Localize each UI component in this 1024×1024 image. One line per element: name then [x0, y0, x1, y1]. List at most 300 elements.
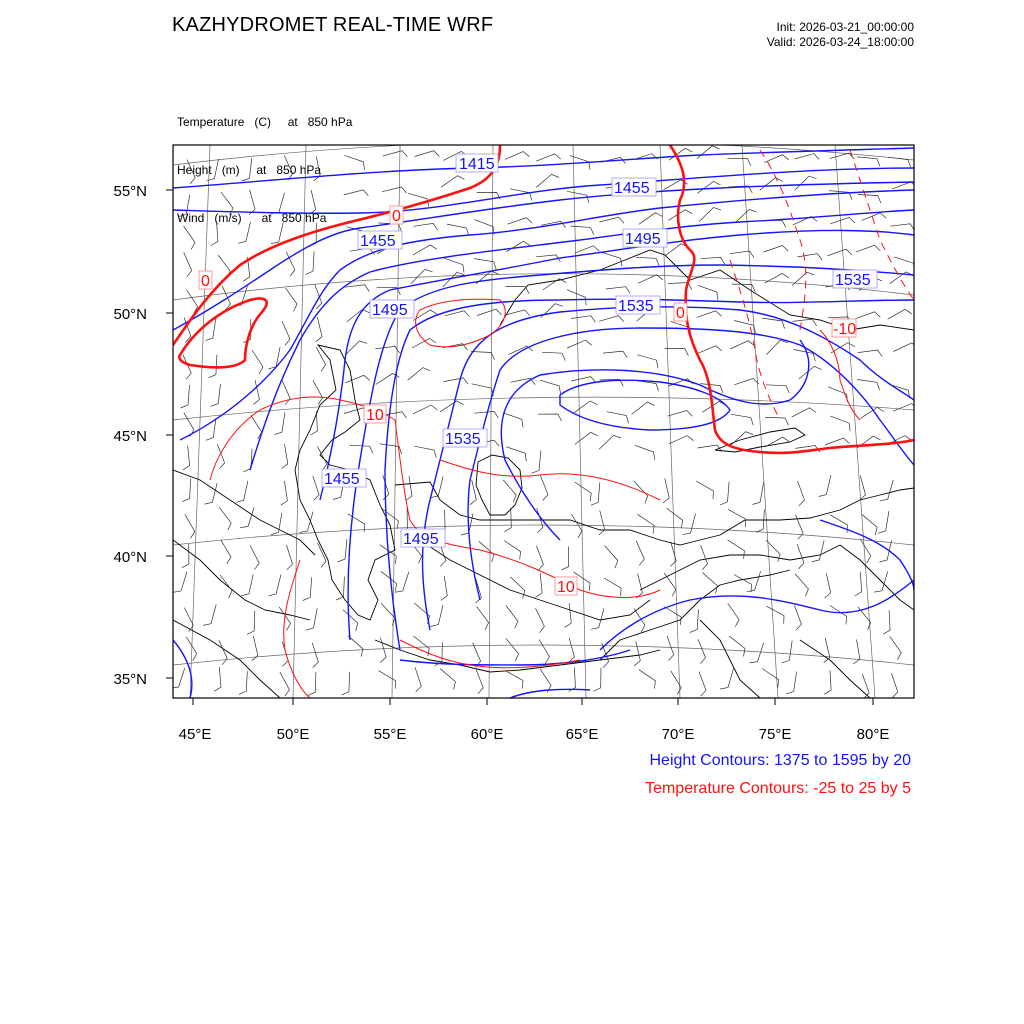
wind-barb	[203, 604, 216, 625]
height-contour-legend: Height Contours: 1375 to 1595 by 20	[649, 752, 911, 769]
wind-barb	[636, 541, 644, 566]
wind-barb	[271, 513, 282, 535]
wind-barb	[241, 574, 253, 596]
wind-barb	[184, 252, 192, 276]
wind-barb	[395, 572, 409, 592]
height-label-1455-caspian	[322, 469, 366, 488]
wind-barb	[313, 380, 323, 404]
wind-barb	[268, 575, 281, 596]
wind-barb	[571, 316, 595, 323]
wind-barb	[506, 638, 519, 661]
height-label-1455-west	[358, 231, 402, 250]
height-label-1495-south	[401, 529, 445, 548]
wind-barb	[187, 290, 198, 314]
wind-barb	[854, 639, 860, 664]
wind-barb	[765, 417, 788, 425]
temp-label-0-east	[674, 303, 687, 322]
wind-barb	[310, 190, 316, 215]
wind-barb	[855, 572, 862, 596]
wind-barb	[345, 375, 370, 383]
wind-barb	[221, 540, 231, 564]
wind-barb	[561, 547, 568, 571]
wind-barb	[890, 636, 902, 659]
wind-barb	[540, 669, 551, 693]
wind-barb	[571, 377, 596, 383]
wind-barb	[857, 380, 879, 390]
wind-barb	[505, 152, 530, 160]
lon-label-45e: 45°E	[178, 726, 212, 743]
wind-barb	[444, 258, 464, 273]
wind-barb	[663, 478, 669, 503]
wind-barb	[730, 251, 754, 258]
wind-barb	[240, 507, 254, 527]
wind-barb	[894, 257, 914, 271]
russia-kazakhstan-border	[500, 250, 914, 330]
temp-label-10-west	[364, 405, 386, 424]
lat-label-45n: 45°N	[113, 428, 147, 445]
wind-barb	[406, 476, 413, 500]
field-wind: Wind (m/s) at 850 hPa	[177, 211, 327, 225]
wind-barb	[344, 155, 364, 169]
svg-text:1455: 1455	[324, 471, 360, 488]
wind-barb	[511, 577, 525, 599]
wind-barb	[447, 224, 469, 236]
wind-barb	[506, 671, 523, 689]
wind-barb	[599, 217, 624, 223]
wind-barb	[378, 671, 395, 689]
wind-barb	[669, 436, 694, 444]
wind-barb	[574, 401, 597, 413]
lon-label-80e: 80°E	[856, 726, 890, 743]
wind-barb	[542, 352, 565, 360]
height-label-1535-east	[833, 270, 877, 289]
height-contour-5	[250, 210, 914, 470]
wind-barb	[857, 157, 880, 166]
wind-barb	[731, 414, 753, 425]
wind-barb	[477, 607, 489, 630]
wind-barb	[400, 508, 407, 532]
meridian-75e	[742, 145, 778, 698]
wind-barb	[858, 194, 881, 203]
pakistan-border	[700, 620, 760, 698]
wind-barb	[828, 387, 847, 402]
wind-barb	[247, 611, 255, 635]
wind-barb	[251, 415, 262, 439]
wind-barb	[756, 509, 765, 532]
wind-barb	[734, 575, 752, 593]
wind-barb	[239, 671, 247, 694]
lon-label-65e: 65°E	[565, 726, 599, 743]
wind-barb	[473, 643, 481, 668]
wind-barb	[830, 217, 855, 223]
wind-barb	[413, 223, 437, 230]
height-contour-8	[385, 299, 914, 650]
wind-barb	[569, 638, 575, 663]
wind-barb	[541, 304, 563, 318]
lon-labels	[179, 726, 890, 743]
wind-barb	[286, 288, 298, 311]
wind-barb	[638, 514, 655, 533]
wind-barb	[281, 444, 287, 469]
wind-barb	[345, 285, 369, 292]
height-label-1535-west	[443, 429, 487, 448]
wind-barb	[605, 546, 618, 569]
wind-barb	[183, 446, 190, 470]
wind-barb	[639, 213, 662, 225]
wind-barb	[413, 245, 437, 255]
wind-barb	[812, 540, 825, 561]
wind-barb	[271, 222, 283, 243]
wind-barb	[316, 347, 325, 371]
wind-barb	[380, 638, 386, 663]
wind-barb	[782, 641, 793, 663]
wind-barb	[636, 257, 659, 265]
wind-barb	[891, 673, 898, 698]
wind-barb	[698, 639, 706, 664]
wind-barb	[668, 210, 692, 221]
lon-axis	[193, 698, 873, 705]
wind-barb	[211, 221, 218, 245]
wind-barb	[282, 321, 290, 346]
wind-barb	[667, 508, 683, 528]
wind-barb	[540, 380, 561, 394]
wind-barb	[440, 669, 455, 690]
wind-barb	[472, 384, 494, 396]
wind-barb	[503, 413, 523, 428]
map-title: KAZHYDROMET REAL-TIME WRF	[172, 14, 494, 36]
svg-text:10: 10	[557, 579, 575, 596]
wind-barb	[219, 507, 231, 530]
wind-barb	[602, 252, 622, 266]
wind-barb	[414, 446, 436, 458]
svg-text:1535: 1535	[445, 431, 481, 448]
aral-sea-outline	[476, 455, 522, 515]
wind-barb	[794, 606, 801, 631]
meridian-55e	[392, 145, 400, 698]
wind-barb	[284, 156, 292, 180]
wind-barb	[683, 514, 696, 535]
wind-barb	[182, 479, 190, 502]
wind-barb	[786, 672, 797, 694]
wind-barb	[792, 408, 816, 417]
wind-barb	[747, 571, 761, 591]
wind-barb	[729, 636, 745, 656]
wind-barb	[575, 432, 598, 444]
wind-barb	[690, 609, 699, 632]
wind-barb	[181, 385, 190, 408]
wind-barb	[799, 366, 822, 379]
meridian-80e	[835, 145, 875, 698]
wind-barb	[316, 317, 322, 342]
wind-barb	[571, 226, 594, 235]
wind-barb	[312, 643, 318, 668]
wind-barb	[762, 220, 786, 227]
wind-barb	[634, 641, 640, 666]
wind-barb	[632, 402, 655, 414]
lon-label-70e: 70°E	[661, 726, 695, 743]
wind-barb	[798, 254, 823, 260]
wind-barb	[702, 573, 717, 594]
wind-barb	[471, 352, 494, 360]
svg-text:10: 10	[366, 407, 384, 424]
wind-barb	[634, 481, 648, 503]
wind-barb	[185, 514, 195, 538]
svg-text:1535: 1535	[835, 272, 871, 289]
height-contour-6	[320, 230, 914, 500]
wind-barb	[565, 603, 572, 627]
height-contour-16	[510, 689, 590, 698]
wind-barb	[795, 154, 820, 160]
wind-barb	[669, 379, 694, 386]
wind-barb	[342, 672, 350, 695]
wind-barb	[415, 667, 421, 692]
wind-barb	[575, 246, 600, 253]
height-label-1495-north	[623, 229, 667, 248]
wind-barb	[795, 574, 808, 596]
wind-barb	[444, 378, 469, 384]
wind-barb	[271, 193, 285, 214]
wind-barb	[381, 571, 397, 591]
wind-barb	[310, 411, 317, 435]
wind-barb	[636, 574, 642, 599]
wind-barb	[280, 672, 290, 696]
temperature-contours	[173, 145, 914, 698]
wind-barb	[599, 316, 624, 322]
wind-barb	[253, 380, 259, 405]
wind-barb	[504, 541, 521, 560]
wind-barb	[183, 355, 191, 380]
wind-barb	[238, 222, 250, 243]
wind-barb	[766, 385, 789, 393]
wind-barb	[541, 476, 549, 501]
wind-barb	[476, 669, 483, 694]
wind-barb	[274, 412, 285, 434]
field-temperature: Temperature (C) at 850 hPa	[177, 115, 353, 129]
wind-barb	[734, 378, 759, 384]
wind-barb	[607, 412, 629, 424]
lat-label-50n: 50°N	[113, 306, 147, 323]
wind-barb	[281, 481, 288, 505]
wind-barb	[701, 545, 708, 570]
wind-barb	[760, 178, 783, 190]
wind-barb	[474, 259, 496, 270]
svg-text:1535: 1535	[618, 298, 654, 315]
wind-barb	[874, 572, 888, 593]
wind-barb	[764, 155, 789, 163]
meridian-60e	[489, 145, 493, 698]
wind-barb	[720, 668, 734, 689]
height-contour-11	[501, 340, 808, 540]
wind-barb	[184, 226, 195, 250]
wind-barb	[858, 350, 882, 357]
wind-barb	[697, 181, 720, 193]
wind-barb	[591, 482, 600, 505]
wind-barb	[249, 190, 255, 215]
india-border	[800, 640, 870, 698]
height-contour-10	[468, 328, 914, 600]
wind-barb	[637, 355, 658, 368]
wind-barb	[536, 154, 561, 161]
wind-barb	[699, 208, 721, 222]
wind-barb	[798, 481, 805, 506]
svg-text:1455: 1455	[360, 233, 396, 250]
wind-barb	[507, 218, 532, 225]
wind-barb	[506, 605, 518, 628]
wind-barb	[880, 480, 893, 501]
wind-barb	[697, 311, 722, 318]
wind-barb	[638, 275, 663, 283]
svg-text:0: 0	[201, 273, 210, 290]
wind-barb	[503, 480, 516, 503]
meridian-45e	[190, 145, 210, 698]
wind-barb	[829, 191, 852, 200]
wind-barb	[282, 642, 288, 667]
wind-barb	[571, 514, 582, 538]
wind-barb	[219, 640, 227, 665]
wind-barb	[860, 539, 871, 563]
wind-barb	[477, 309, 502, 315]
wind-barb	[338, 539, 347, 562]
wind-barb	[220, 575, 232, 598]
wind-barb	[888, 157, 911, 167]
wind-barb	[728, 540, 745, 559]
wind-barb	[797, 544, 804, 569]
wind-barb	[383, 151, 408, 157]
wind-barb	[727, 158, 751, 166]
wind-barb	[567, 340, 592, 348]
height-contour-14	[820, 520, 914, 590]
wind-barb	[236, 481, 248, 503]
wind-barb	[594, 668, 602, 692]
wind-barb	[250, 545, 259, 569]
svg-text:0: 0	[676, 305, 685, 322]
lat-axis	[166, 190, 173, 678]
wind-barbs	[171, 146, 918, 699]
wind-barb	[308, 672, 316, 696]
wind-barb	[856, 245, 881, 252]
wind-barb	[538, 414, 562, 421]
wind-barb	[696, 481, 713, 499]
wind-barb	[315, 284, 322, 309]
balkhash-lake-outline	[715, 428, 805, 452]
caucasus-border	[173, 470, 315, 555]
temp-label-0-west	[199, 271, 212, 290]
height-contour-2	[173, 168, 914, 213]
wind-barb	[665, 348, 689, 355]
wind-barb	[306, 251, 315, 274]
kyrgyz-border	[640, 545, 840, 590]
temp-contour-ten-2	[395, 420, 660, 598]
lon-label-50e: 50°E	[276, 726, 310, 743]
svg-text:1455: 1455	[614, 180, 650, 197]
wind-barb	[375, 346, 399, 353]
wind-barb	[698, 285, 718, 300]
wind-barb	[764, 246, 789, 253]
init-time: Init: 2026-03-21_00:00:00	[776, 20, 914, 34]
svg-text:0: 0	[392, 208, 401, 225]
wind-barb	[178, 195, 190, 217]
wind-barb	[697, 146, 720, 159]
wind-barb	[413, 405, 437, 414]
height-label-1535-center	[616, 296, 660, 315]
wind-barb	[697, 346, 722, 354]
wind-barb	[313, 476, 319, 501]
wind-barb	[382, 187, 407, 193]
lon-label-60e: 60°E	[470, 726, 504, 743]
lon-label-55e: 55°E	[373, 726, 407, 743]
wind-barb	[819, 475, 831, 496]
wind-barb	[207, 159, 219, 181]
wind-barb	[827, 249, 852, 256]
wind-barb	[539, 640, 549, 664]
wind-barb	[824, 670, 831, 694]
wind-barb	[668, 411, 693, 417]
wind-barb	[667, 636, 674, 661]
wind-barb	[537, 546, 544, 571]
wind-barb	[890, 224, 914, 231]
wind-barb	[830, 606, 847, 625]
svg-text:1415: 1415	[459, 156, 495, 173]
wind-barb	[287, 545, 293, 570]
wind-barb	[862, 514, 877, 535]
wind-barb	[214, 667, 221, 691]
wind-barb	[569, 668, 576, 692]
svg-text:1495: 1495	[625, 231, 661, 248]
wind-barb	[536, 608, 545, 632]
plot-frame	[173, 145, 914, 698]
lat-label-35n: 35°N	[113, 671, 147, 688]
wind-barb	[599, 510, 605, 535]
temperature-contour-legend: Temperature Contours: -25 to 25 by 5	[645, 780, 911, 797]
wind-barb	[252, 350, 263, 374]
svg-text:-10: -10	[833, 321, 857, 338]
wind-barb	[883, 610, 890, 634]
wind-barb	[470, 480, 476, 505]
wind-barb	[543, 279, 567, 290]
wind-barb	[242, 158, 252, 181]
wind-barb	[317, 446, 326, 470]
wind-barb	[206, 418, 216, 441]
wind-barb	[205, 483, 218, 504]
valid-time: Valid: 2026-03-24_18:00:00	[766, 35, 914, 49]
wind-barb	[536, 174, 559, 187]
height-contours	[173, 148, 914, 698]
temp-label-0-north	[390, 206, 403, 225]
wind-barb	[701, 257, 725, 264]
wind-barb	[888, 309, 912, 319]
wind-barb	[604, 578, 621, 596]
wind-barb	[856, 312, 881, 319]
wind-barb	[408, 368, 431, 381]
china-west-border	[840, 545, 914, 610]
wind-barb	[441, 176, 464, 188]
height-label-1455-north	[612, 178, 656, 197]
wind-barb	[211, 384, 221, 407]
wind-barb	[441, 576, 448, 601]
wind-barb	[720, 482, 729, 505]
wind-barb	[173, 572, 187, 593]
meridian-50e	[293, 145, 306, 698]
wind-barb	[728, 603, 739, 627]
height-contour-15	[400, 650, 630, 665]
wind-barb	[575, 482, 592, 501]
wind-barb	[825, 573, 831, 598]
lat-label-55n: 55°N	[113, 183, 147, 200]
wind-barb	[603, 351, 627, 358]
field-height: Height (m) at 850 hPa	[177, 163, 322, 177]
height-label-1495-west	[370, 300, 414, 319]
wind-barb	[766, 340, 788, 354]
